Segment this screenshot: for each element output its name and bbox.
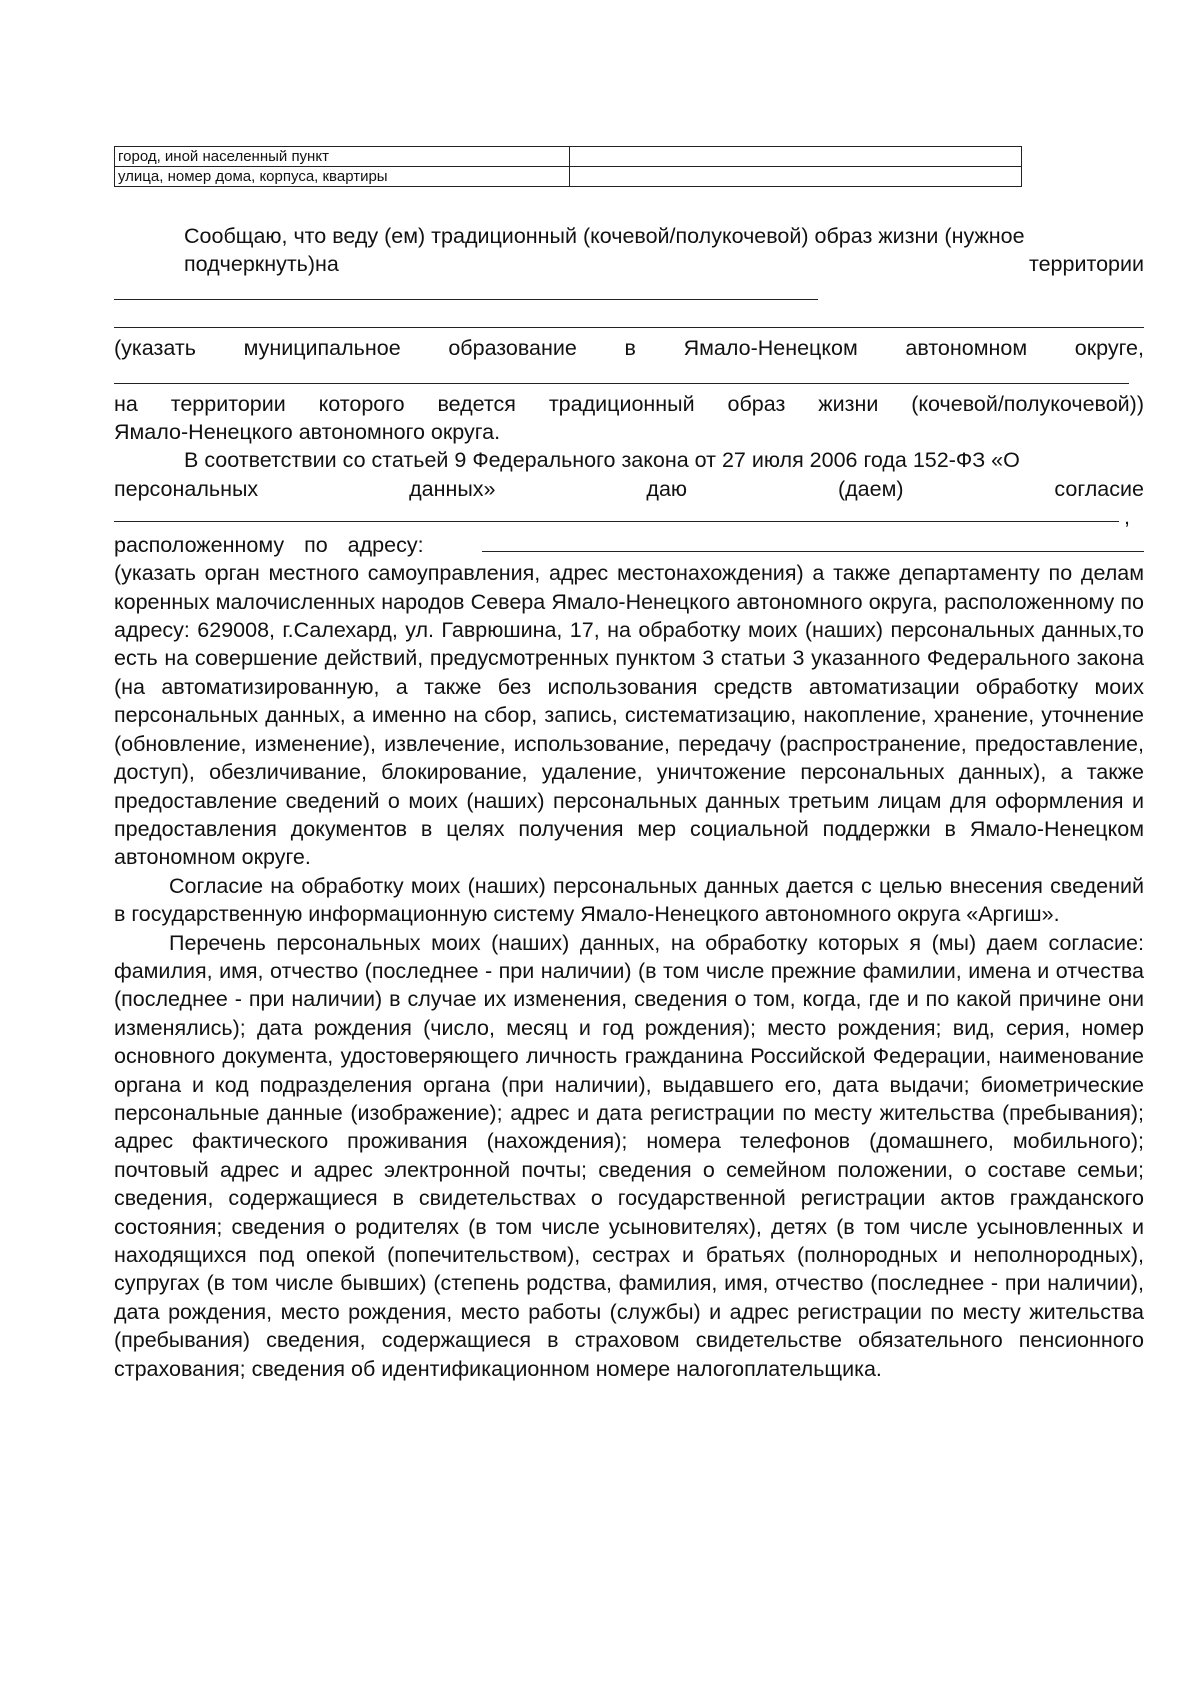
text-fragment: на территории которого ведется традиционный образ жизни (кочевой/полукочевой)) <box>114 391 1144 416</box>
address-value-city[interactable] <box>570 147 1022 167</box>
address-table <box>114 146 1022 187</box>
text-fragment: расположенному по адресу: <box>114 533 424 558</box>
table-row <box>115 167 1022 187</box>
territory-fill-line-2[interactable] <box>114 307 1144 328</box>
text-word: персональных <box>114 476 259 501</box>
consent-words-line <box>114 475 1144 503</box>
text-word: согласие <box>1054 476 1144 501</box>
paragraph-data-list: Перечень персональных моих (наших) данных, на обработку которых я (мы) даем согласие: фамилия, имя, отчество (последнее - при наличии) (в том числе прежние фамилии, имена и отчества (последнее - при наличии) в случае их изменения, сведения о том, когда, где и по какой причине они изменялись); дата рождения (число, месяц и год рождения); место рождения; вид, серия, номер основного документа, удостоверяющего личность гражданина Российской Федерации, наименование органа и код подразделения органа (при наличии), выдавшего его, дата выдачи; биометрические персональные данные (изображение); адрес и дата регистрации по месту жительства (пребывания); адрес фактического проживания (нахождения); номера телефонов (домашнего, мобильного); почтовый адрес и адрес электронной почты; сведения о семейном положении, о составе семьи; сведения, содержащиеся в свидетельствах о государственной регистрации актов гражданского состояния; сведения о родителях (в том числе усыновителях), детях (в том числе усыновленных и находящихся под опекой (попечительством), сестрах и братьях (полнородных и неполнородных), супругах (в том числе бывших) (степень родства, фамилия, имя, отчество (последнее - при наличии), дата рождения, место рождения, место работы (службы) и адрес регистрации по месту жительства (пребывания) сведения, содержащиеся в страховом свидетельстве обязательного пенсионного страхования; сведения об идентификационном номере налогоплательщика. <box>114 930 1144 1381</box>
hint-word: автономном <box>905 336 1028 361</box>
text-line <box>114 250 1144 307</box>
hint-word: образование <box>448 336 577 361</box>
authority-fill-row <box>114 503 1144 531</box>
address-label-city: город, иной населенный пункт <box>115 147 570 167</box>
address-fill-row <box>114 531 1144 559</box>
table-row <box>115 147 1022 167</box>
text-fragment: , <box>1124 505 1130 530</box>
address-label-street: улица, номер дома, корпуса, квартиры <box>115 167 570 187</box>
text-line: Сообщаю, что веду (ем) традиционный (кочевой/полукочевой) образ жизни (нужное <box>184 224 1025 248</box>
paragraph-purpose: Согласие на обработку моих (наших) персональных данных дается с целью внесения сведений в государственную информационную систему Ямало-Ненецкого автономного округа «Аргиш». <box>114 873 1144 927</box>
hint-word: (указать <box>114 336 196 361</box>
territory-fill-line[interactable] <box>114 281 818 300</box>
text-word: (даем) <box>837 476 904 501</box>
hint-text <box>114 390 1144 418</box>
territory-fill-line-3[interactable] <box>114 363 1129 384</box>
hint-word: муниципальное <box>243 336 401 361</box>
paragraph-consent-body: (указать орган местного самоуправления, адрес местонахождения) а также департаменту по делам коренных малочисленных народов Севера Ямало-Ненецкого автономного округа, расположенному по адресу: 629008, г.Салехард, ул. Гаврюшина, 17, на обработку моих (наших) персональных данных,то есть на совершение действий, предусмотренных пунктом 3 статьи 3 указанного Федерального закона (на автоматизированную, а также без использования средств автоматизации обработку моих персональных данных, а именно на сбор, запись, систематизацию, накопление, хранение, уточнение (обновление, изменение), извлечение, использование, передачу (распространение, предоставление, доступ), обезличивание, блокирование, удаление, уничтожение персональных данных), а также предоставление сведений о моих (наших) персональных данных третьим лицам для оформления и предоставления документов в целях получения мер социальной поддержки в Ямало-Ненецком автономном округе. <box>114 561 1144 870</box>
text-word: данных» <box>409 476 496 501</box>
hint-word: Ямало-Ненецком <box>683 336 858 361</box>
authority-address-fill-line[interactable] <box>482 533 1144 552</box>
text-line: В соответствии со статьей 9 Федерального закона от 27 июля 2006 года 152-ФЗ «О <box>184 448 1020 473</box>
text-word: даю <box>646 476 688 501</box>
text-fragment: подчеркнуть)на территории <box>184 252 1144 277</box>
paragraph-lifestyle <box>114 222 1144 307</box>
paragraph-consent <box>114 446 1144 474</box>
hint-word: в <box>624 336 636 361</box>
hint-word: округе, <box>1074 336 1144 361</box>
consent-text <box>114 222 1144 1383</box>
address-value-street[interactable] <box>570 167 1022 187</box>
hint-line <box>114 334 1144 362</box>
authority-fill-line[interactable] <box>114 503 1119 522</box>
hint-text-end: Ямало-Ненецкого автономного округа. <box>114 420 501 445</box>
